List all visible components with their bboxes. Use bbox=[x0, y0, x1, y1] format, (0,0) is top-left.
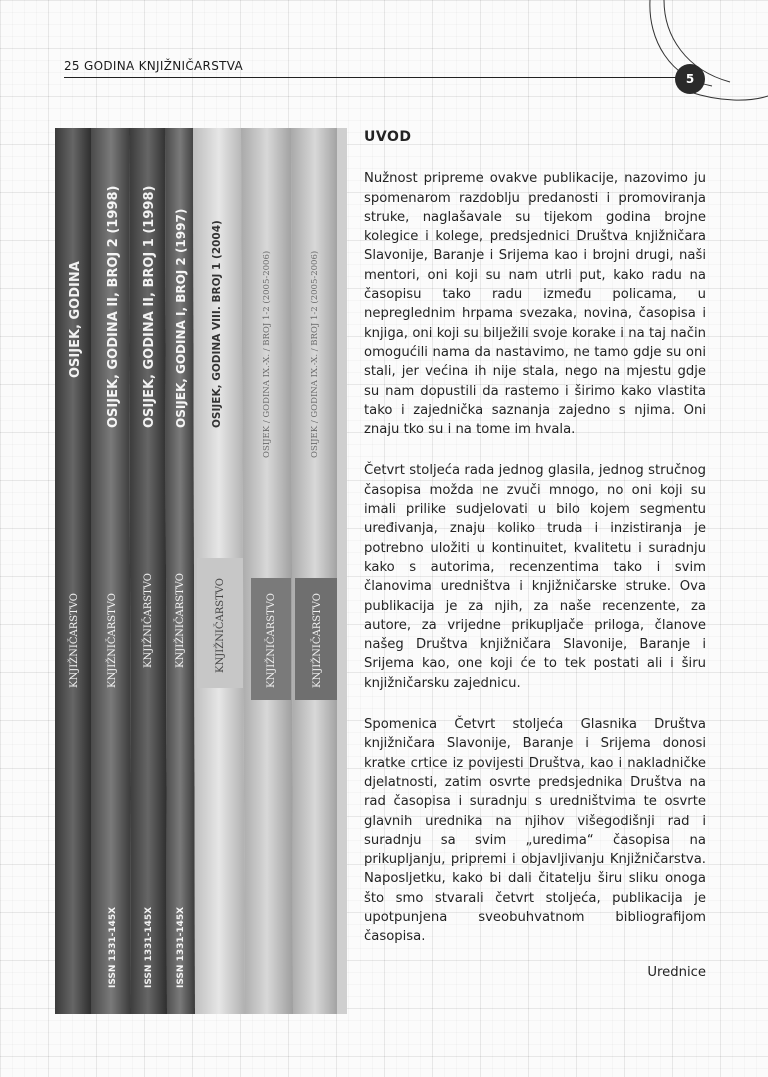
paragraph-1: Nužnost pripreme ovakve publikacije, nazovimo ju spomenarom razdoblju predanosti i promoviranja struke, naglašavale su tijekom godina brojne kolegice i kolege, predsjednici Društva knjižničara Slavonije, Baranje i Srijema kao i brojni drugi, naši mentori, oni koji su nam utrli put, kako radu na časopisu tako radu između policama, u nepreglednim hrpama svezaka, novina, časopisa i knjiga, oni koji su bilježili svoje korake i na taj način omogućili nama da nastavimo, ne tamo gdje su oni stali, jer većina ih nije stala, nego na mjestu gdje su nam dopustili da rastemo i širimo kako vlastita tako i zajednička saznanja zajedno s njima. Oni znaju tko su i na tome im hvala. bbox=[364, 171, 706, 438]
paragraph-2: Četvrt stoljeća rada jednog glasila, jednog stručnog časopisa možda ne zvuči mnogo, no oni koji su imali prilike sudjelovati u bilo kojem segmentu uređivanja, znaju koliko truda i inzistiranja je potrebno uložiti u kontinuitet, kvalitetu i suradnju kako s autorima, recenzentima tako i svim članovima uredništva i knjižničarske struke. Ova publikacija je za njih, za naše recenzente, za autore, za vrijedne prikupljače priloga, članove našeg Društva knjižničara Slavonije, Baranje i Srijema kao, one koji će to tek postati ali i širu knjižničarsku zajednicu. bbox=[364, 463, 706, 691]
spine-title: OSIJEK / GODINA IX.-X. / BROJ 1-2 (2005-2006) bbox=[310, 250, 320, 458]
spine-issn: ISSN 1331-145X bbox=[176, 906, 186, 988]
spine-issn: ISSN 1331-145X bbox=[108, 906, 118, 988]
spine-title: OSIJEK, GODINA VIII. BROJ 1 (2004) bbox=[211, 220, 223, 428]
spine-title: OSIJEK, GODINA bbox=[68, 261, 83, 378]
spine-title: OSIJEK, GODINA II, BROJ 1 (1998) bbox=[142, 185, 157, 428]
spine-title: OSIJEK, GODINA II, BROJ 2 (1998) bbox=[106, 185, 121, 428]
spine-title: OSIJEK, GODINA I, BROJ 2 (1997) bbox=[174, 208, 188, 428]
page-number-badge: 5 bbox=[675, 64, 705, 94]
spine-name: KNJIŽNIČARSTVO bbox=[175, 573, 186, 668]
spine-name: KNJIŽNIČARSTVO bbox=[69, 593, 80, 688]
book-spine-2 bbox=[91, 128, 131, 1014]
book-spine-4 bbox=[165, 128, 195, 1014]
spine-name: KNJIŽNIČARSTVO bbox=[107, 593, 118, 688]
spine-issn: ISSN 1331-145X bbox=[144, 906, 154, 988]
article-body bbox=[364, 128, 706, 982]
spine-title: OSIJEK / GODINA IX.-X. / BROJ 1-2 (2005-2006) bbox=[262, 250, 272, 458]
book-spine-7 bbox=[291, 128, 339, 1014]
book-spines-photo bbox=[55, 128, 347, 1014]
book-spine-6 bbox=[241, 128, 293, 1014]
book-spine-5 bbox=[193, 128, 245, 1014]
decorative-arcs-icon bbox=[620, 0, 768, 110]
spine-name: KNJIŽNIČARSTVO bbox=[143, 573, 154, 668]
spine-name: KNJIŽNIČARSTVO bbox=[215, 578, 226, 673]
book-spine-1 bbox=[55, 128, 91, 1014]
paragraph-3: Spomenica Četvrt stoljeća Glasnika Društva knjižničara Slavonije, Baranje i Srijema donosi kratke crtice iz povijesti Društva, kao i nakladničke djelatnosti, zatim osvrte predsjednika Društva na rad časopisa i suradnju s uredništvima te osvrte glavnih urednika na njihov višegodišnji rad i suradnju sa svim „uredima“ časopisa na prikupljanju, pripremi i objavljivanju Knjižničarstva. Naposljetku, kako bi dali čitatelju širu sliku onoga što smo stvarali četvrt stoljeća, publikacija je upotpunjena sveobuhvatnom bibliografijom časopisa. bbox=[364, 717, 706, 945]
running-header-title: 25 GODINA KNJIŽNIČARSTVA bbox=[64, 59, 243, 73]
spine-name: KNJIŽNIČARSTVO bbox=[266, 593, 277, 688]
book-spine-3 bbox=[129, 128, 167, 1014]
header-rule bbox=[64, 77, 676, 78]
spine-name: KNJIŽNIČARSTVO bbox=[312, 593, 323, 688]
section-heading: UVOD bbox=[364, 129, 412, 145]
signature: Urednice bbox=[647, 964, 706, 980]
